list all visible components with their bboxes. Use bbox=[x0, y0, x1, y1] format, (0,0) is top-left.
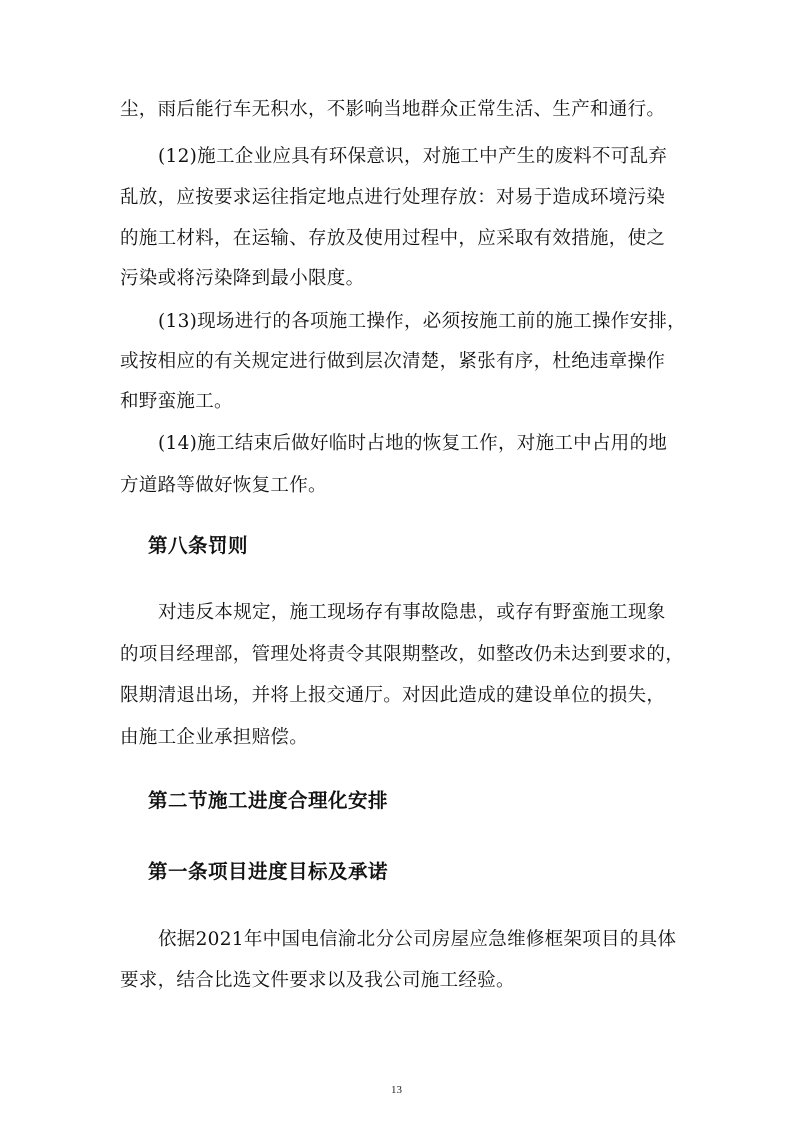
text-line: 依据2021年中国电信渝北分公司房屋应急维修框架项目的具体 bbox=[158, 929, 677, 950]
text-line: 由施工企业承担赔偿。 bbox=[120, 727, 309, 748]
text-line: 尘，雨后能行车无积水，不影响当地群众正常生活、生产和通行。 bbox=[120, 99, 666, 120]
page-number: 13 bbox=[391, 1084, 402, 1096]
text-line: (14)施工结束后做好临时占地的恢复工作，对施工中占用的地 bbox=[158, 433, 668, 454]
text-line: 要求，结合比选文件要求以及我公司施工经验。 bbox=[120, 970, 515, 991]
text-line: 对违反本规定，施工现场存有事故隐患，或存有野蛮施工现象 bbox=[158, 602, 666, 623]
article-heading: 第八条罚则 bbox=[148, 534, 249, 557]
text-line: 的施工材料，在运输、存放及使用过程中，应采取有效措施，使之 bbox=[120, 228, 666, 249]
section-heading: 第二节施工进度合理化安排 bbox=[148, 789, 389, 812]
text-line: (12)施工企业应具有环保意识，对施工中产生的废料不可乱弃 bbox=[158, 146, 668, 167]
text-line: 的项目经理部，管理处将责令其限期整改，如整改仍未达到要求的， bbox=[120, 644, 685, 665]
article-heading: 第一条项目进度目标及承诺 bbox=[148, 860, 389, 883]
text-line: 方道路等做好恢复工作。 bbox=[120, 475, 327, 496]
text-line: 和野蛮施工。 bbox=[120, 391, 233, 412]
text-line: 污染或将污染降到最小限度。 bbox=[120, 268, 365, 289]
text-line: (13)现场进行的各项施工操作，必须按施工前的施工操作安排， bbox=[158, 311, 686, 332]
text-line: 限期清退出场，并将上报交通厅。对因此造成的建设单位的损失， bbox=[120, 685, 666, 706]
text-line: 乱放，应按要求运往指定地点进行处理存放：对易于造成环境污染 bbox=[120, 187, 666, 208]
text-line: 或按相应的有关规定进行做到层次清楚，紧张有序，杜绝违章操作 bbox=[120, 351, 666, 372]
